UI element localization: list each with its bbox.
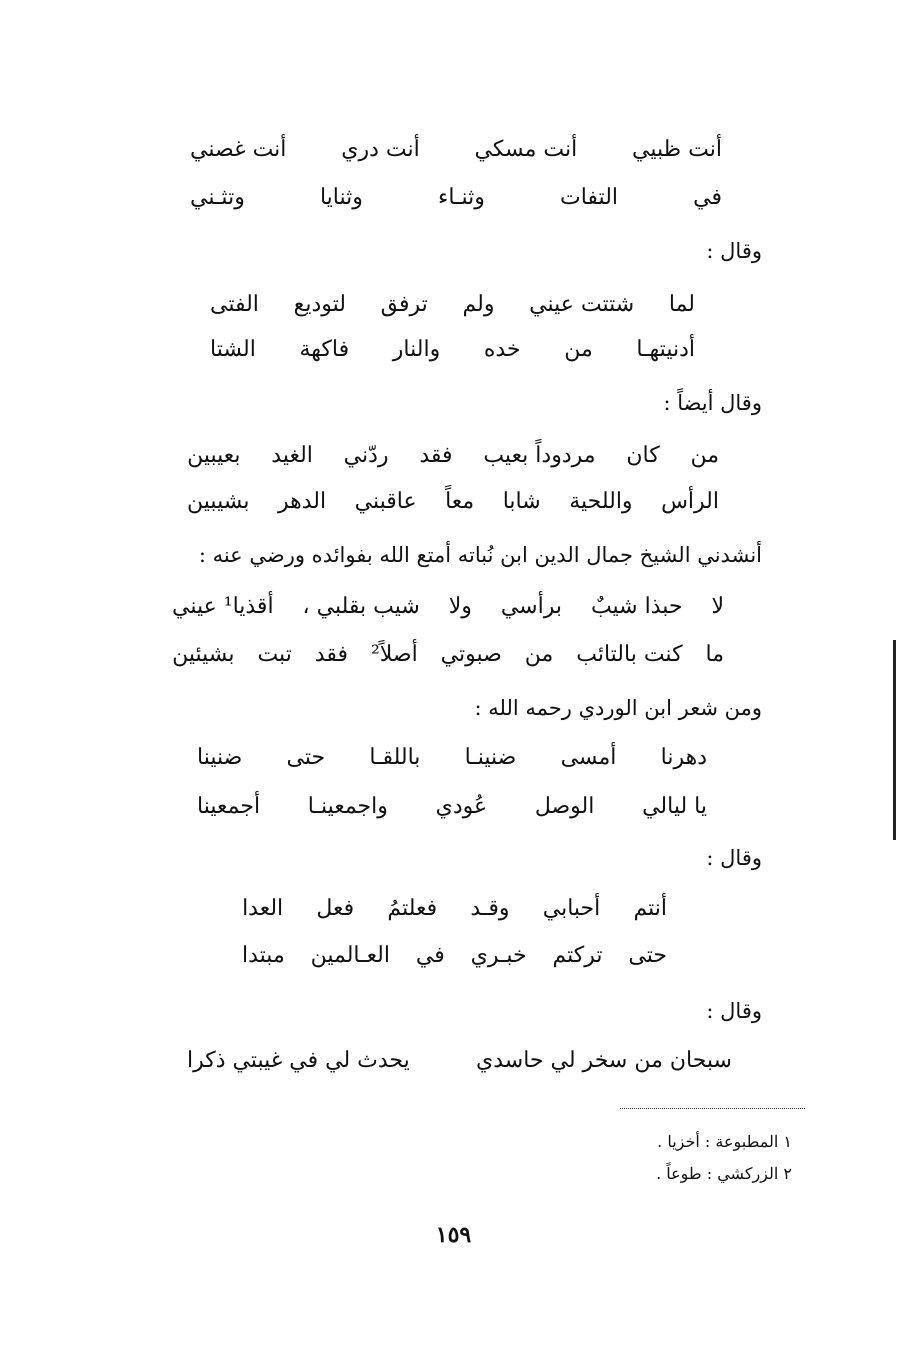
verse-word: ترفق xyxy=(380,292,428,317)
verse-line xyxy=(172,592,724,622)
footnote: ٢ الزركشي : طوعاً . xyxy=(656,1164,792,1183)
poem-intro: وقال : xyxy=(706,239,762,263)
verse-word: مبتدا xyxy=(242,943,285,968)
verse-word: شيب بقلبي ، xyxy=(302,594,420,619)
verse-word: لما xyxy=(668,292,695,317)
verse-word: باللقـا xyxy=(369,745,421,770)
verse-line xyxy=(242,941,667,971)
verse-word: أصلاً² xyxy=(370,642,418,667)
verse-word: خبـري xyxy=(470,943,527,968)
verse-word: شتتت عيني xyxy=(529,292,635,317)
verse-word: كان xyxy=(626,443,660,468)
verse-word: في xyxy=(693,185,722,210)
verse-word: خده xyxy=(483,337,521,362)
verse-word: يا ليالي xyxy=(642,794,707,819)
verse-word: أقذيا¹ عيني xyxy=(172,594,274,619)
verse-word: وثنايا xyxy=(319,185,363,210)
verse-word: أدنيتهـا xyxy=(636,337,695,362)
page-number: ١٥٩ xyxy=(435,1222,472,1248)
verse-word: أجمعينا xyxy=(197,794,261,819)
verse-word: كنت بالتائب xyxy=(576,642,683,667)
verse-line xyxy=(197,743,707,773)
verse-line xyxy=(210,290,695,320)
footnote-divider xyxy=(620,1108,805,1109)
verse-line xyxy=(187,441,719,471)
verse-word: فعلتمُ xyxy=(387,896,438,921)
verse-word: والنار xyxy=(392,337,441,362)
verse-word: ردّني xyxy=(343,443,389,468)
verse-line xyxy=(187,1046,732,1076)
verse-word: الشتا xyxy=(210,337,256,362)
verse-word: حتى xyxy=(628,943,667,968)
verse-word: صبوتي xyxy=(440,642,502,667)
verse-word: الفتى xyxy=(210,292,259,317)
verse-word: أنت غصني xyxy=(190,137,287,162)
verse-word: فعل xyxy=(316,896,355,921)
verse-word: تركتم xyxy=(552,943,603,968)
verse-word: في xyxy=(415,943,445,968)
footnote: ١ المطبوعة : أخزيا . xyxy=(657,1132,792,1151)
verse-word: عُودي xyxy=(435,794,488,819)
verse-word: أمسى xyxy=(560,745,617,770)
verse-word: وثنـاء xyxy=(438,185,485,210)
verse-hemistich: سبحان من سخر لي حاسدي xyxy=(476,1048,732,1073)
verse-word: أحبابي xyxy=(542,896,601,921)
verse-word: ضنينـا xyxy=(464,745,517,770)
verse-word: مردوداً بعيب xyxy=(483,443,596,468)
poem-intro: وقال : xyxy=(706,846,762,870)
verse-word: الوصل xyxy=(534,794,595,819)
verse-line xyxy=(197,792,707,822)
verse-line xyxy=(190,183,722,213)
poem-intro: وقال : xyxy=(706,999,762,1023)
verse-line xyxy=(242,894,667,924)
verse-word: واللحية xyxy=(569,489,633,514)
verse-hemistich: يحدث لي في غيبتي ذكرا xyxy=(187,1048,410,1073)
verse-word: أنتم xyxy=(633,896,667,921)
verse-word: لا xyxy=(711,594,724,619)
verse-word: ضنينا xyxy=(197,745,243,770)
poem-intro: وقال أيضاً : xyxy=(663,391,762,415)
verse-word: واجمعينـا xyxy=(307,794,388,819)
verse-word: أنت ظبيي xyxy=(632,137,722,162)
verse-line xyxy=(172,640,724,670)
verse-word: أنت مسكي xyxy=(474,137,578,162)
verse-word: معاً xyxy=(445,489,475,514)
verse-word: فاكهة xyxy=(299,337,350,362)
verse-word: بعيبين xyxy=(187,443,241,468)
verse-word: عاقبني xyxy=(354,489,417,514)
verse-word: شابا xyxy=(502,489,541,514)
verse-word: من xyxy=(564,337,593,362)
verse-word: فقد xyxy=(314,642,348,667)
verse-line xyxy=(210,335,695,365)
poem-intro: ومن شعر ابن الوردي رحمه الله : xyxy=(474,696,762,720)
poem-intro: أنشدني الشيخ جمال الدين ابن نُباته أمتع الله بفوائده ورضي عنه : xyxy=(198,543,762,567)
verse-word: ولا xyxy=(448,594,472,619)
verse-word: وقـد xyxy=(470,896,510,921)
verse-word: العدا xyxy=(242,896,284,921)
verse-word: الغيد xyxy=(271,443,313,468)
verse-word: الرأس xyxy=(661,489,719,514)
verse-word: أنت دري xyxy=(341,137,420,162)
verse-word: العـالمين xyxy=(310,943,390,968)
verse-word: ولم xyxy=(462,292,495,317)
verse-word: تبت xyxy=(257,642,292,667)
verse-word: فقد xyxy=(419,443,453,468)
verse-word: الدهر xyxy=(277,489,327,514)
verse-word: بشيبين xyxy=(187,489,250,514)
verse-line xyxy=(187,487,719,517)
margin-scan-mark xyxy=(893,640,896,840)
verse-word: وتثـني xyxy=(190,185,245,210)
verse-word: حبذا شيبٌ xyxy=(590,594,683,619)
verse-word: بشيئين xyxy=(172,642,235,667)
verse-word: من xyxy=(690,443,719,468)
verse-word: حتى xyxy=(286,745,326,770)
verse-word: من xyxy=(524,642,554,667)
verse-word: برأسي xyxy=(500,594,562,619)
verse-word: التفات xyxy=(560,185,619,210)
verse-word: لتوديع xyxy=(293,292,346,317)
verse-word: ما xyxy=(705,642,724,667)
verse-word: دهرنا xyxy=(660,745,707,770)
verse-line xyxy=(190,135,722,165)
